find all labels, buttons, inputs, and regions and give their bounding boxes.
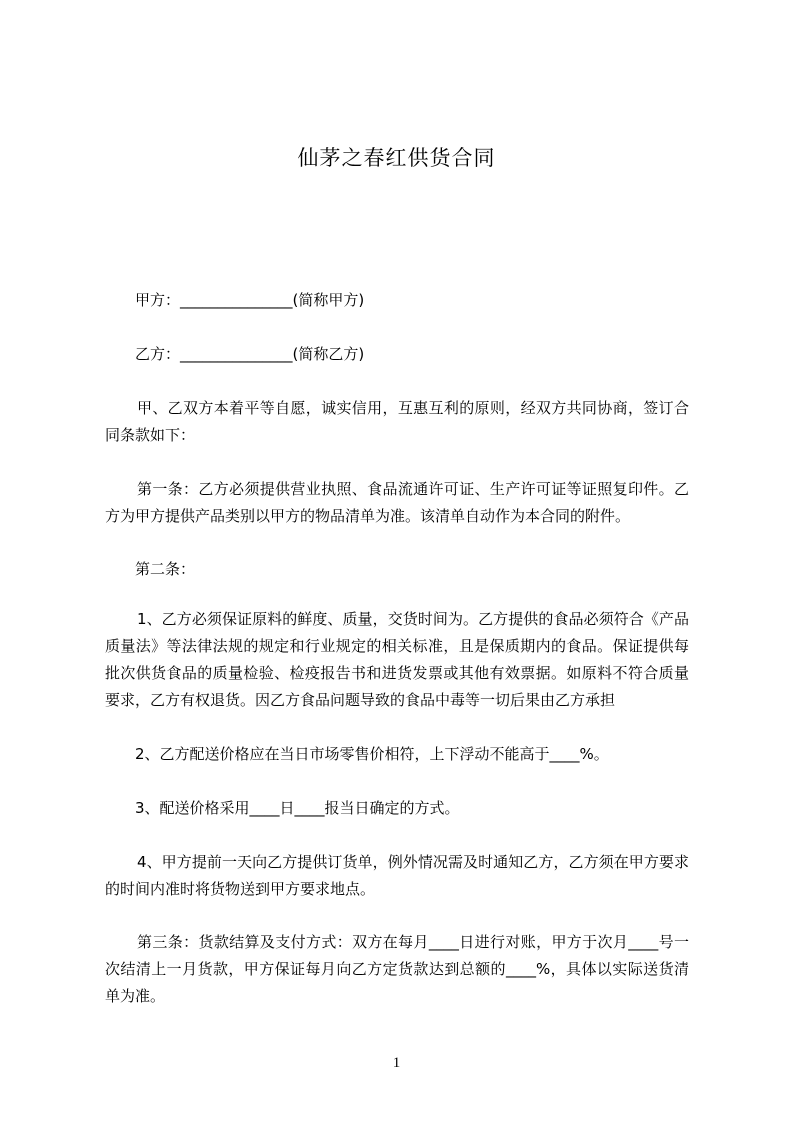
article-3-paragraph: 第三条：货款结算及支付方式：双方在每月____日进行对账，甲方于次月____号一次结清上一月货款，甲方保证每月向乙方定货款达到总额的____%，具体以实际送货清单为准。: [105, 933, 689, 1005]
page-title: 仙茅之春红供货合同: [297, 146, 496, 170]
party-a-line: 甲方：_______________(简称甲方): [135, 291, 365, 309]
party-b-line: 乙方：_______________(简称乙方): [135, 345, 365, 363]
page-number: 1: [392, 1055, 401, 1071]
article-1-paragraph: 第一条：乙方必须提供营业执照、食品流通许可证、生产许可证等证照复印件。乙方为甲方提供产品类别以甲方的物品清单为准。该清单自动作为本合同的附件。: [105, 480, 689, 525]
article-2-item-1: 1、乙方必须保证原料的鲜度、质量，交货时间为。乙方提供的食品必须符合《产品质量法》等法律法规的规定和行业规定的相关标准，且是保质期内的食品。保证提供每批次供货食品的质量检验、检疫报告书和进货发票或其他有效票据。如原料不符合质量要求，乙方有权退货。因乙方食品问题导致的食品中毒等一切后果由乙方承担: [105, 610, 689, 709]
article-2-item-4: 4、甲方提前一天向乙方提供订货单，例外情况需及时通知乙方，乙方须在甲方要求的时间内准时将货物送到甲方要求地点。: [105, 853, 689, 898]
article-2-heading: 第二条：: [135, 560, 196, 578]
preamble-paragraph: 甲、乙双方本着平等自愿，诚实信用，互惠互利的原则，经双方共同协商，签订合同条款如下：: [105, 399, 689, 444]
article-2-item-3: 3、配送价格采用____日____报当日确定的方式。: [135, 799, 460, 817]
article-2-item-2: 2、乙方配送价格应在当日市场零售价相符，上下浮动不能高于____%。: [135, 745, 609, 763]
